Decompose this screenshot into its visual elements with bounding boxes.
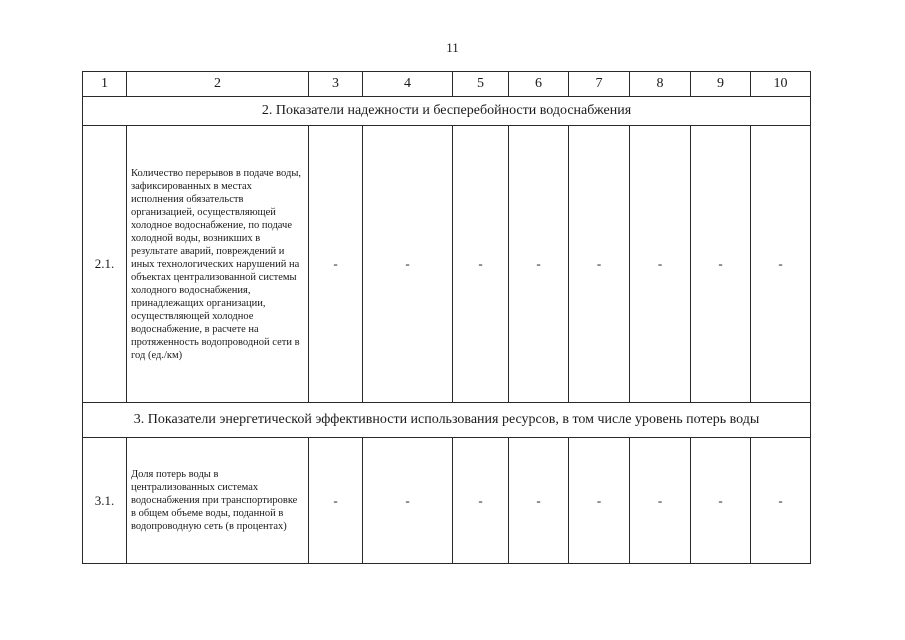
section-title-energy-efficiency: 3. Показатели энергетической эффективности использования ресурсов, в том числе уровень потерь воды (83, 403, 811, 438)
row-description: Количество перерывов в подаче воды, зафиксированных в местах исполнения обязательств организацией, осуществляющей холодное водоснабжение, по подаче холодной воды, возникших в результате аварий, повреждений и иных технологических нарушений на объектах централизованной системы холодного водоснабжения, принадлежащих организации, осуществляющей холодное водоснабжение, в расчете на протяженность водопроводной сети в год (ед./км) (131, 167, 302, 361)
value-cell: - (569, 126, 630, 403)
column-header: 3 (309, 72, 363, 97)
column-header: 1 (83, 72, 127, 97)
column-header: 8 (630, 72, 691, 97)
value-cell: - (309, 126, 363, 403)
value-cell: - (309, 438, 363, 564)
column-header: 2 (127, 72, 309, 97)
value-cell: - (751, 438, 811, 564)
row-description: Доля потерь воды в централизованных системах водоснабжения при транспортировке в общем объеме воды, поданной в водопроводную сеть (в процентах) (131, 469, 298, 532)
section-title-reliability: 2. Показатели надежности и бесперебойности водоснабжения (83, 97, 811, 126)
value-cell: - (691, 126, 751, 403)
value-cell: - (453, 438, 509, 564)
value-cell: - (363, 126, 453, 403)
value-cell: - (453, 126, 509, 403)
row-description-cell (127, 438, 309, 564)
column-header: 6 (509, 72, 569, 97)
column-header: 7 (569, 72, 630, 97)
column-header: 10 (751, 72, 811, 97)
value-cell: - (630, 126, 691, 403)
row-number: 3.1. (83, 438, 127, 564)
value-cell: - (630, 438, 691, 564)
page-number: 11 (446, 40, 459, 55)
value-cell: - (363, 438, 453, 564)
table-row (83, 438, 811, 564)
indicators-table (82, 71, 811, 564)
column-header: 4 (363, 72, 453, 97)
value-cell: - (509, 438, 569, 564)
section-row (83, 97, 811, 126)
column-number-row (83, 72, 811, 97)
value-cell: - (569, 438, 630, 564)
column-header: 9 (691, 72, 751, 97)
value-cell: - (691, 438, 751, 564)
row-description-cell (127, 126, 309, 403)
row-number: 2.1. (83, 126, 127, 403)
section-row (83, 403, 811, 438)
value-cell: - (509, 126, 569, 403)
value-cell: - (751, 126, 811, 403)
table-row (83, 126, 811, 403)
column-header: 5 (453, 72, 509, 97)
